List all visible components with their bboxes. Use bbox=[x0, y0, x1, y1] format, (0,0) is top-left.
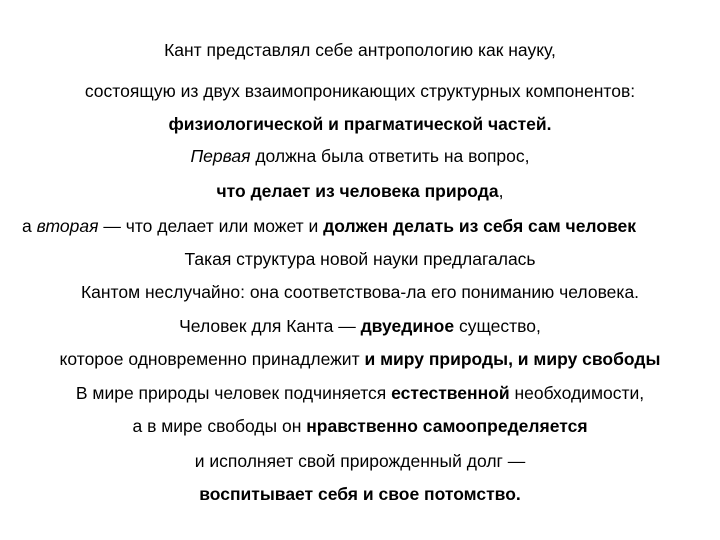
text-line-9 bbox=[0, 315, 720, 337]
text-segment: должна была ответить на вопрос, bbox=[250, 146, 530, 166]
text-line-13 bbox=[0, 450, 720, 472]
text-line-5 bbox=[0, 180, 720, 202]
text-segment: и исполняет свой прирожденный долг — bbox=[194, 451, 526, 471]
text-segment: нравственно самоопределяется bbox=[306, 416, 588, 436]
text-segment: состоящую из двух взаимопроникающих структурных компонентов: bbox=[84, 81, 636, 101]
text-segment: существо, bbox=[454, 316, 541, 336]
text-segment: , bbox=[498, 181, 504, 201]
text-segment: что делает из человека природа bbox=[216, 181, 499, 201]
text-segment: Человек для Канта — bbox=[179, 316, 361, 336]
text-segment: Такая структура новой науки предлагалась bbox=[184, 249, 536, 269]
text-segment: Кантом неслучайно: она соответствова-ла его пониманию человека. bbox=[80, 282, 640, 302]
text-line-1 bbox=[0, 39, 720, 61]
text-segment: которое одновременно принадлежит bbox=[59, 349, 365, 369]
text-segment: В мире природы человек подчиняется bbox=[75, 383, 392, 403]
text-segment: и миру природы, и миру свободы bbox=[364, 349, 661, 369]
text-segment: Первая bbox=[190, 146, 251, 166]
text-line-3 bbox=[0, 113, 720, 135]
text-segment: а в мире свободы он bbox=[132, 416, 307, 436]
text-line-10 bbox=[0, 348, 720, 370]
text-segment: а bbox=[22, 216, 37, 236]
text-segment: Кант представлял себе антропологию как науку, bbox=[164, 40, 556, 60]
text-line-14 bbox=[0, 483, 720, 505]
text-segment: физиологической и прагматической частей. bbox=[168, 114, 552, 134]
text-segment: естественной bbox=[391, 383, 510, 403]
text-segment: — что делает или может и bbox=[98, 216, 324, 236]
text-line-6 bbox=[22, 215, 636, 237]
text-segment: вторая bbox=[36, 216, 99, 236]
text-segment: двуединое bbox=[360, 316, 455, 336]
text-line-4 bbox=[0, 145, 720, 167]
text-line-7 bbox=[0, 248, 720, 270]
text-line-8 bbox=[0, 281, 720, 303]
text-line-2 bbox=[0, 80, 720, 102]
text-line-12 bbox=[0, 415, 720, 437]
text-line-11 bbox=[0, 382, 720, 404]
text-segment: должен делать из себя сам человек bbox=[323, 216, 637, 236]
text-segment: воспитывает себя и свое потомство. bbox=[199, 484, 521, 504]
text-segment: необходимости, bbox=[509, 383, 645, 403]
